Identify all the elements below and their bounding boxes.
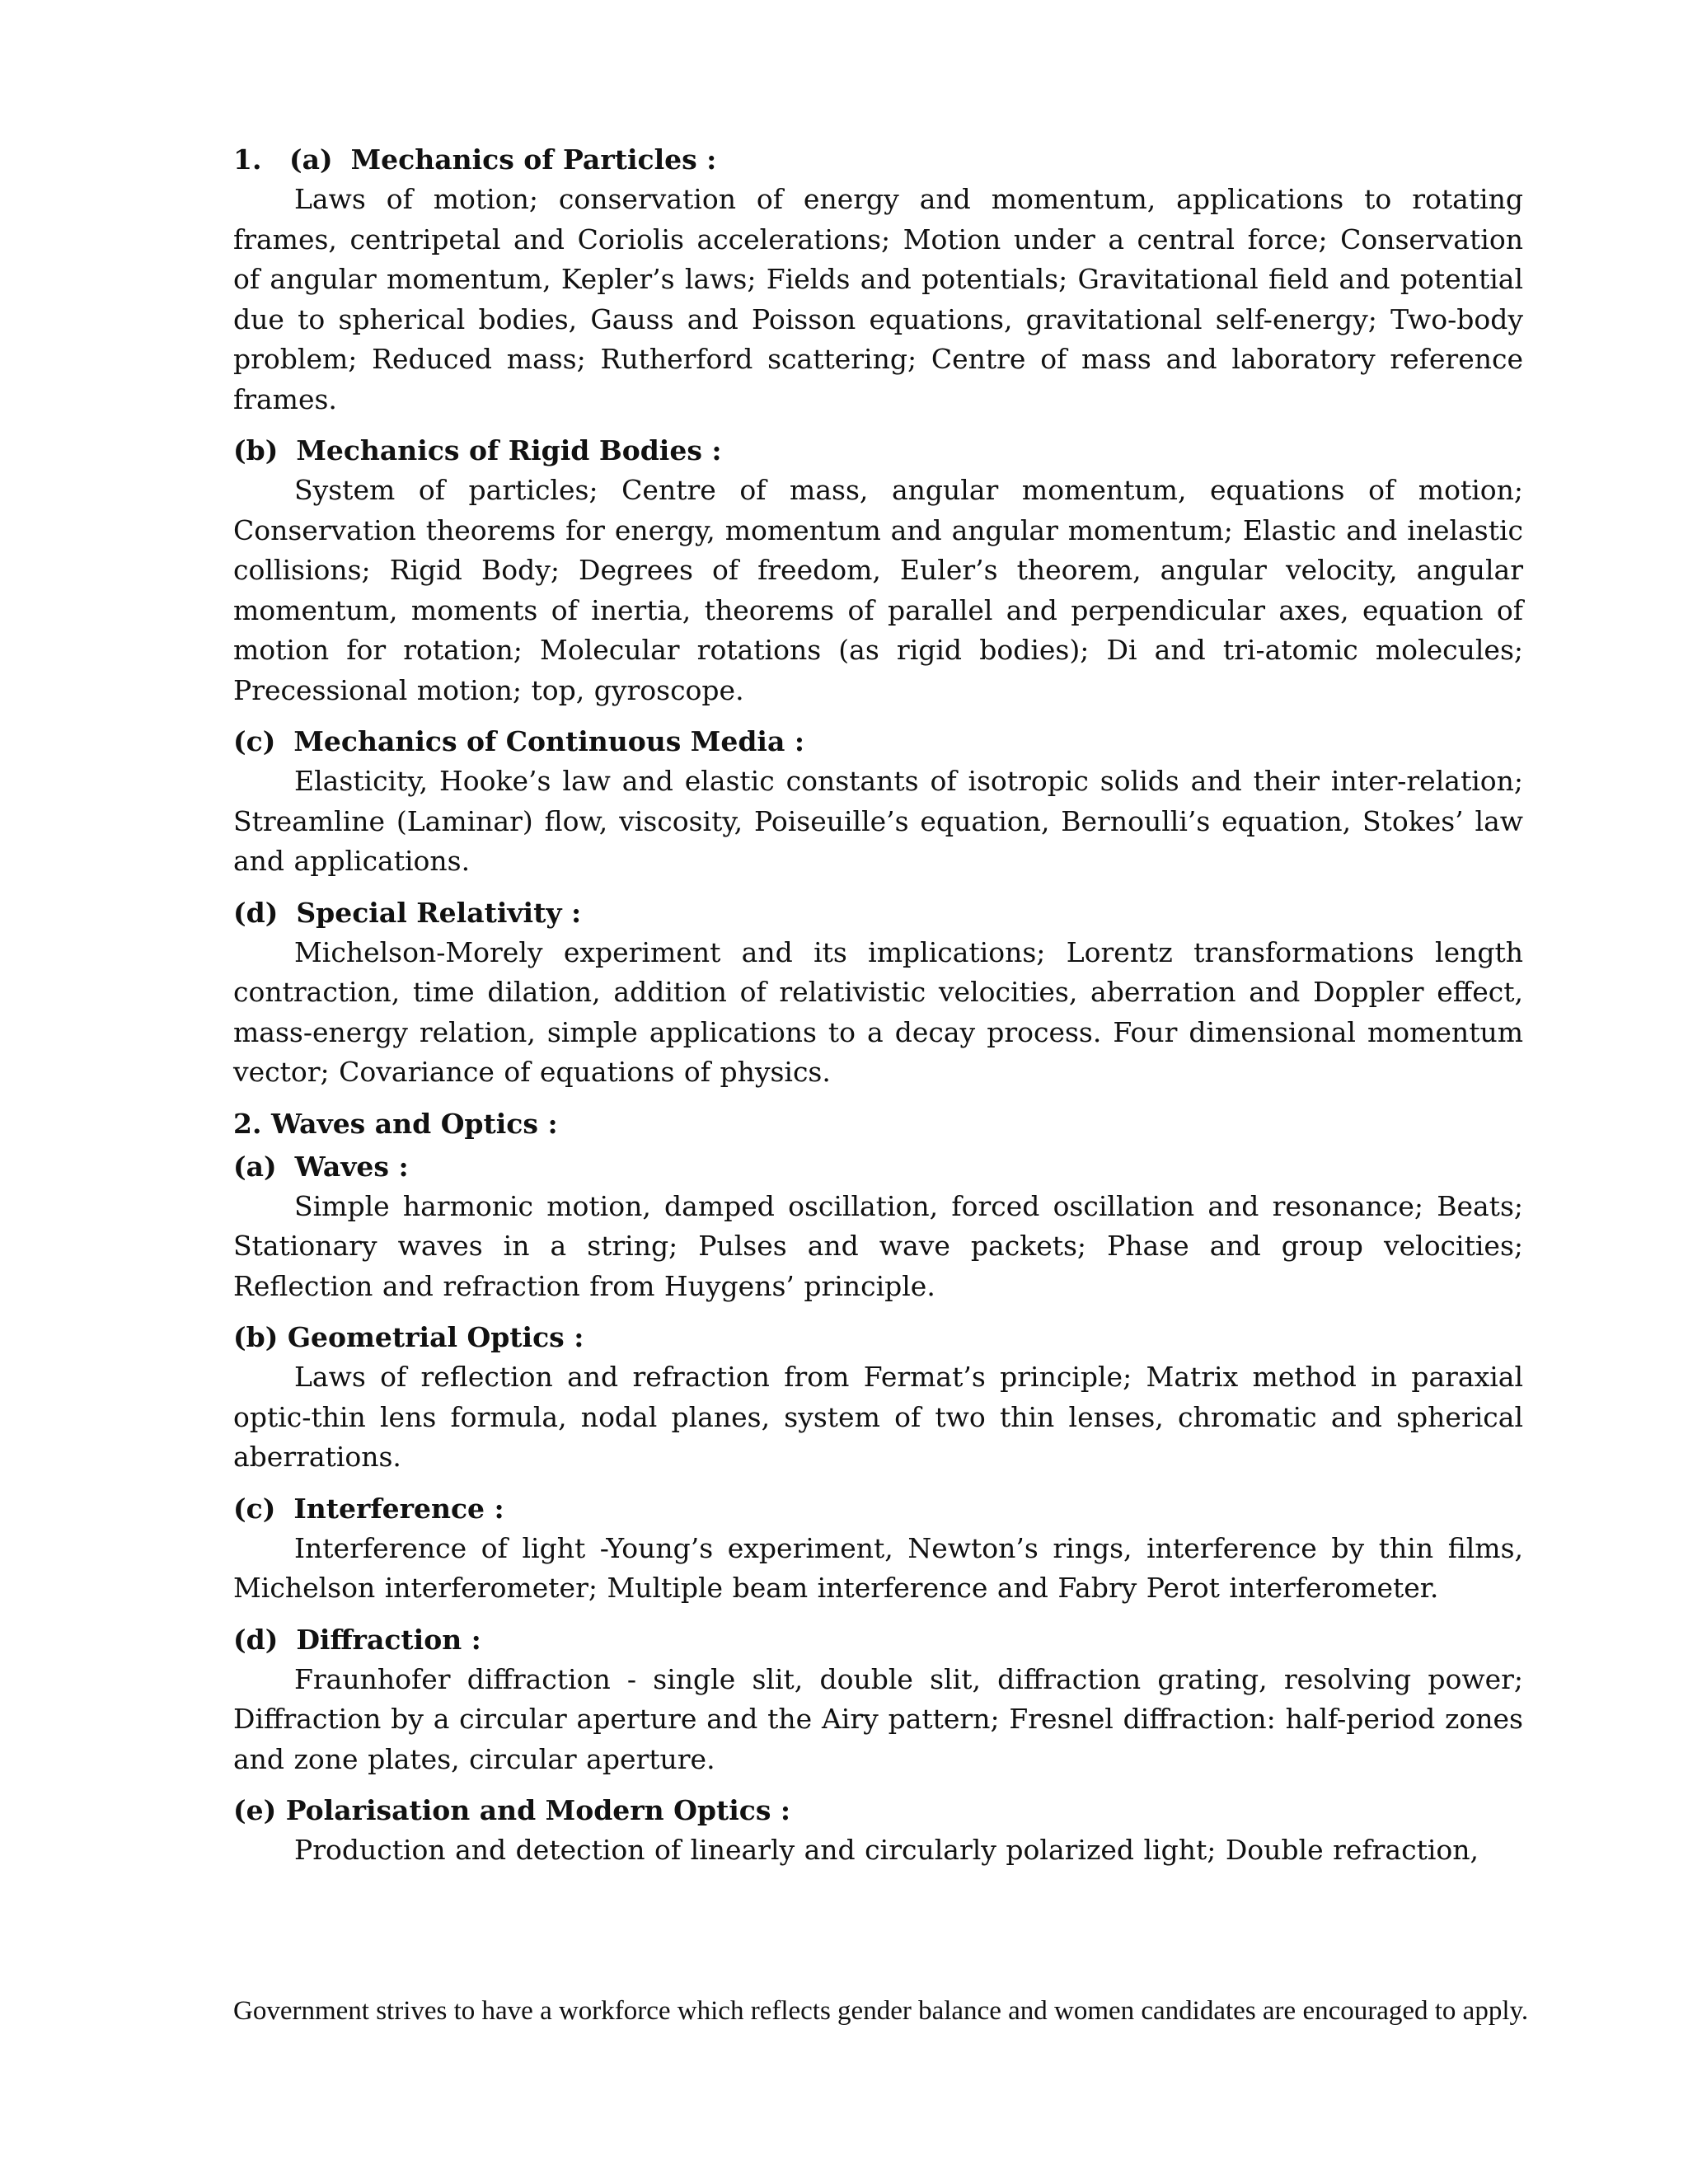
section-label: (a) xyxy=(289,143,333,176)
section-2e-body: Production and detection of linearly and circularly polarized light; Double refraction, xyxy=(294,1834,1479,1866)
section-label: (c) xyxy=(233,1492,276,1525)
section-label: (a) xyxy=(233,1150,277,1183)
section-label: (c) xyxy=(233,725,276,757)
section-2c-heading xyxy=(233,1489,1523,1529)
section-label: (d) xyxy=(233,896,279,929)
section-2a-body: Simple harmonic motion, damped oscillation, forced oscillation and resonance; Beats; Stationary waves in a string; Pulses and wave packets; Phase and group velocities; Reflection and refraction from Huygens’ principle. xyxy=(233,1189,1523,1302)
section-2c-body: Interference of light -Young’s experiment, Newton’s rings, interference by thin films, Michelson interferometer; Multiple beam interference and Fabry Perot interferometer. xyxy=(233,1531,1523,1604)
section-2b-body: Laws of reflection and refraction from Fermat’s principle; Matrix method in paraxial optic-thin lens formula, nodal planes, system of two thin lenses, chromatic and spherical aberrations. xyxy=(233,1361,1523,1473)
section-1c-body: Elasticity, Hooke’s law and elastic constants of isotropic solids and their inter-relation; Streamline (Laminar) flow, viscosity, Poiseuille’s equation, Bernoulli’s equation, Stokes’ law and applications. xyxy=(233,765,1523,877)
section-2-heading: 2. Waves and Optics : xyxy=(233,1107,558,1140)
section-2a-heading xyxy=(233,1147,1523,1187)
section-2d-body: Fraunhofer diffraction - single slit, double slit, diffraction grating, resolving power; Diffraction by a circular aperture and the Airy pattern; Fresnel diffraction: half-period zones and zone plates, circular aperture. xyxy=(233,1662,1523,1775)
section-1a-body: Laws of motion; conservation of energy and momentum, applications to rotating frames, centripetal and Coriolis accelerations; Motion under a central force; Conservation of angular momentum, Kepler’s laws; Fields and potentials; Gravitational field and potential due to spherical bodies, Gauss and Poisson equations, gravitational self-energy; Two-body problem; Reduced mass; Rutherford scattering; Centre of mass and laboratory reference frames. xyxy=(233,183,1523,415)
section-number: 1. xyxy=(233,143,262,176)
section-label: (b) xyxy=(233,1321,279,1353)
section-title: Mechanics of Continuous Media : xyxy=(293,725,804,757)
section-2d-heading xyxy=(233,1620,1523,1660)
section-label: (e) xyxy=(233,1794,277,1826)
section-title: Mechanics of Rigid Bodies : xyxy=(296,434,722,466)
section-1a-heading xyxy=(233,140,1523,180)
section-1b-body: System of particles; Centre of mass, angular momentum, equations of motion; Conservation theorems for energy, momentum and angular momentum; Elastic and inelastic collisions; Rigid Body; Degrees of freedom, Euler’s theorem, angular velocity, angular momentum, moments of inertia, theorems of parallel and perpendicular axes, equation of motion for rotation; Molecular rotations (as rigid bodies); Di and tri-atomic molecules; Precessional motion; top, gyroscope. xyxy=(233,474,1523,706)
section-2b-heading xyxy=(233,1318,1523,1357)
section-1c-heading xyxy=(233,722,1523,762)
section-label: (d) xyxy=(233,1623,279,1656)
section-title: Waves : xyxy=(294,1150,409,1183)
section-title: Polarisation and Modern Optics : xyxy=(285,1794,791,1826)
section-label: (b) xyxy=(233,434,279,466)
section-1d-heading xyxy=(233,893,1523,933)
section-2e-heading xyxy=(233,1791,1523,1830)
section-title: Diffraction : xyxy=(296,1623,481,1656)
section-1d-body: Michelson-Morely experiment and its implications; Lorentz transformations length contraction, time dilation, addition of relativistic velocities, aberration and Doppler effect, mass-energy relation, simple applications to a decay process. Four dimensional momentum vector; Covariance of equations of physics. xyxy=(233,935,1523,1088)
page-footer: Government strives to have a workforce which reflects gender balance and women candidates are encouraged to apply. xyxy=(233,1996,1529,2026)
section-1b-heading xyxy=(233,431,1523,471)
section-title: Geometrial Optics : xyxy=(287,1321,584,1353)
section-title: Interference : xyxy=(293,1492,504,1525)
syllabus-page xyxy=(233,140,1523,1882)
section-title: Mechanics of Particles : xyxy=(350,143,717,176)
section-title: Special Relativity : xyxy=(296,896,582,929)
